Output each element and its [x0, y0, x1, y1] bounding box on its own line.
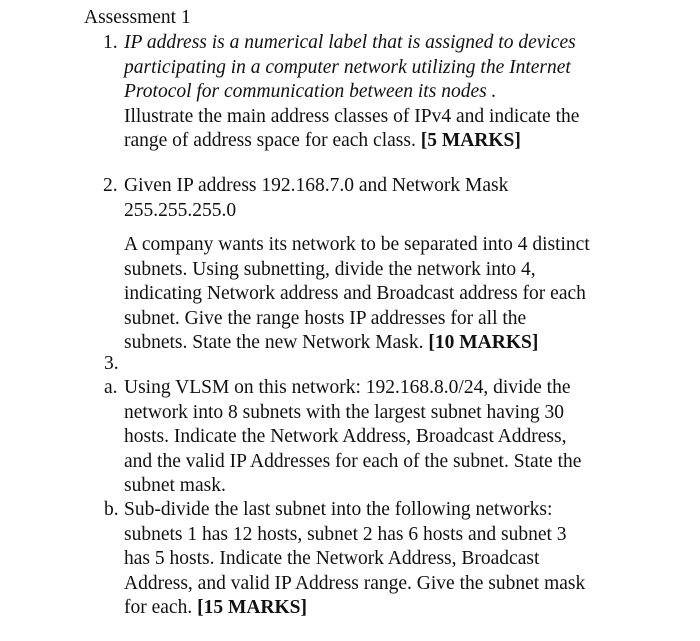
question-1-text — [124, 31, 684, 154]
question-3a-line: hosts. Indicate the Network Address, Broadcast Address, — [124, 426, 567, 447]
question-3a-line: network into 8 subnets with the largest subnet having 30 — [124, 401, 564, 423]
question-3a-text — [124, 376, 684, 499]
question-2-given — [124, 174, 684, 223]
question-2-text — [124, 233, 684, 356]
question-3b-label: b. — [104, 499, 119, 520]
question-2-marks: [10 MARKS] — [428, 332, 539, 353]
question-3b-line: has 5 hosts. Indicate the Network Address, Broadcast — [124, 548, 540, 569]
question-3-number: 3. — [104, 353, 119, 374]
question-2-line: indicating Network address and Broadcast address for each — [124, 283, 586, 304]
question-1-intro-line: IP address is a numerical label that is assigned to devices — [124, 32, 576, 53]
question-2-line: A company wants its network to be separated into 4 distinct — [124, 234, 590, 255]
question-3b-marks: [15 MARKS] — [197, 597, 308, 618]
question-3a-line: Using VLSM on this network: 192.168.8.0/24, divide the — [124, 377, 571, 398]
question-3b-line: for each. — [124, 597, 198, 618]
question-3a-line: and the valid IP Addresses for each of the subnet. State the — [124, 450, 582, 472]
question-3b-text — [124, 498, 684, 621]
question-2-given-line: 255.255.255.0 — [124, 199, 237, 221]
question-3a-label: a. — [104, 377, 118, 398]
question-3a-line: subnet mask. — [124, 475, 226, 496]
question-1-line: range of address space for each class. — [124, 130, 421, 151]
question-2-last-line — [124, 331, 684, 356]
page-title: Assessment 1 — [84, 7, 191, 28]
question-1-marks: [5 MARKS] — [420, 130, 521, 151]
question-3b-last-line — [124, 596, 684, 621]
question-2-number: 2. — [103, 175, 118, 196]
question-1-intro-line: Protocol for communication between its nodes . — [124, 81, 497, 102]
question-3b-line: Sub-divide the last subnet into the following networks: — [124, 499, 553, 520]
question-1-intro-line: participating in a computer network utilizing the Internet — [124, 56, 571, 78]
question-3b-line: Address, and valid IP Address range. Give the subnet mask — [124, 572, 586, 594]
question-2-line: subnets. State the new Network Mask. — [124, 332, 429, 353]
question-1-number: 1. — [103, 32, 118, 53]
question-3b-line: subnets 1 has 12 hosts, subnet 2 has 6 hosts and subnet 3 — [124, 523, 567, 545]
question-2-line: subnets. Using subnetting, divide the network into 4, — [124, 258, 536, 280]
question-1-line: Illustrate the main address classes of IPv4 and indicate the — [124, 105, 580, 127]
question-1-last-line — [124, 129, 684, 154]
question-2-line: subnet. Give the range hosts IP addresses for all the — [124, 307, 527, 329]
question-2-given-line: Given IP address 192.168.7.0 and Network Mask — [124, 175, 509, 196]
